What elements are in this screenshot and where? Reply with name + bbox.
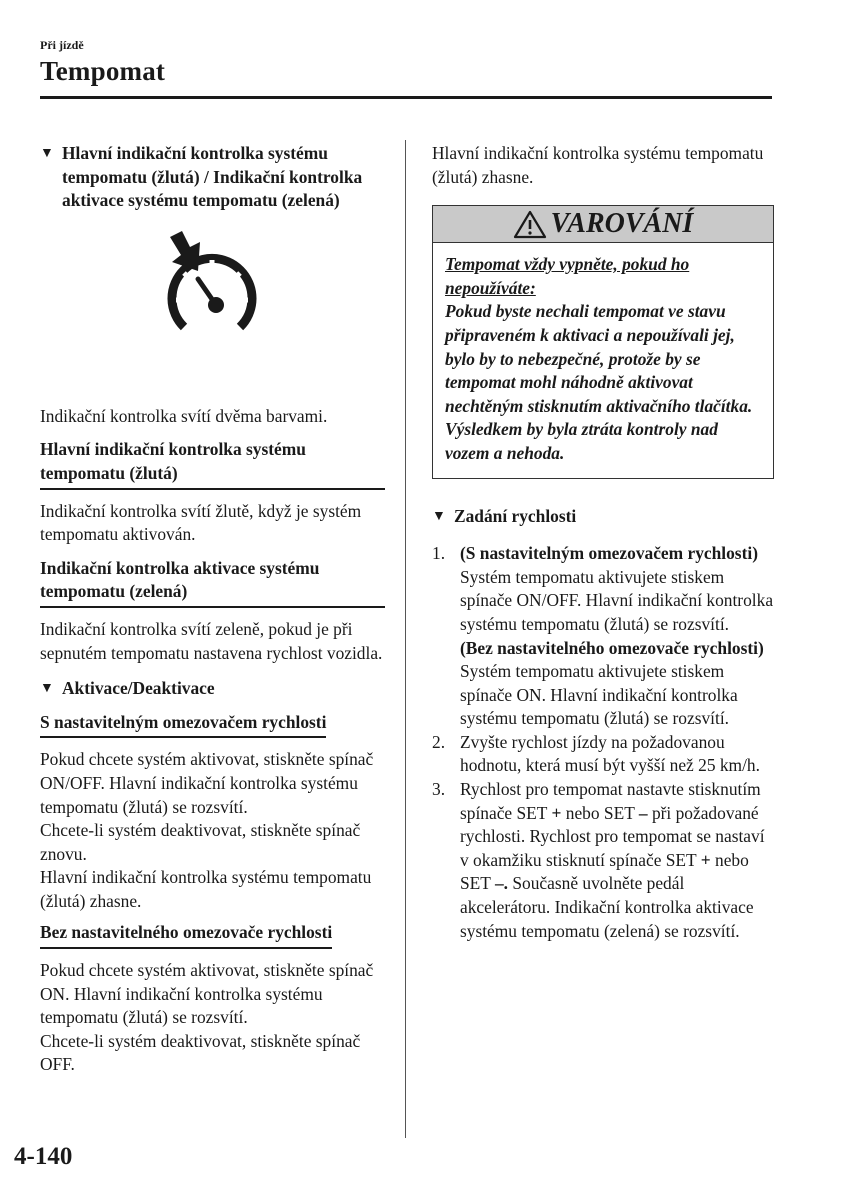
activation-heading-text: Aktivace/Deaktivace [62,678,215,699]
step-2-text: Zvyšte rychlost jízdy na požadovanou hodnotu, která musí být vyšší než 25 km/h. [460,731,760,776]
step-3-part-c: při požadované rychlosti. Rychlost pro tempomat se nastaví v okamžiku stisknutí spínače SET [460,802,765,870]
title-divider [40,96,772,99]
warning-triangle-icon [513,209,547,239]
warning-box [432,205,774,478]
indicator-heading [40,142,385,213]
list-item [432,778,777,943]
warning-header [433,206,773,243]
minus-symbol: –. [494,873,509,894]
subheading-activation-green: Indikační kontrolka aktivace systému tempomatu (zelená) [40,557,385,608]
without-limiter-text-1: Pokud chcete systém aktivovat, stiskněte spínač ON. Hlavní indikační kontrolka systému tempomatu (žlutá) se rozsvítí. [40,960,374,1028]
with-limiter-text-2: Chcete-li systém deaktivovat, stiskněte spínač znovu. [40,820,361,864]
indicator-heading-text: Hlavní indikační kontrolka systému tempomatu (žlutá) / Indikační kontrolka aktivace systému tempomatu (zelená) [62,143,363,211]
section-label: Při jízdě [40,38,84,52]
step-3-text [460,778,777,943]
step-number: 3. [432,779,446,800]
triangle-bullet-icon: ▼ [40,681,54,697]
subheading-with-limiter: S nastavitelným omezovačem rychlosti [40,711,326,739]
step-3-part-d: nebo SET [460,849,749,894]
yellow-text: Indikační kontrolka svítí žlutě, když je systém tempomatu aktivován. [40,500,362,545]
plus-symbol: + [700,849,711,870]
speed-heading [432,505,777,529]
speed-heading-text: Zadání rychlosti [454,505,577,526]
step-1-subheading-b: (Bez nastavitelného omezovače rychlosti) [460,637,764,658]
step-3-part-a: Rychlost pro tempomat nastavte stisknutím spínače SET [460,779,761,823]
list-item [432,542,777,731]
page-title: Tempomat [40,56,166,86]
with-limiter-text-3: Hlavní indikační kontrolka systému tempomatu (žlutá) zhasne. [40,867,372,911]
step-3-part-e: Současně uvolněte pedál akcelerátoru. Indikační kontrolka aktivace systému tempomatu (zelená) se rozsvítí. [460,873,754,941]
without-limiter-text-2: Chcete-li systém deaktivovat, stiskněte spínač OFF. [40,1030,361,1075]
cruise-control-icon-svg [162,229,262,341]
step-3-part-b: nebo SET [565,802,635,823]
step-number: 2. [432,731,446,752]
page-number: 4-140 [14,1143,73,1170]
cruise-control-icon [40,227,385,389]
activation-heading [40,677,385,701]
step-number: 1. [432,543,446,564]
subheading-main-yellow: Hlavní indikační kontrolka systému tempomatu (žlutá) [40,438,385,489]
warning-text: Pokud byste nechali tempomat ve stavu připraveném k aktivaci a nepoužívali jej, bylo by to nebezpečné, protože by se tempomat mohl náhodně aktivovat nechtěným stisknutím aktivačního tlačítka. Výsledkem by byla ztráta kontroly nad vozem a nehoda. [445,301,753,463]
continued-text: Hlavní indikační kontrolka systému tempomatu (žlutá) zhasne. [432,143,764,187]
with-limiter-text-1: Pokud chcete systém aktivovat, stiskněte spínač ON/OFF. Hlavní indikační kontrolka systému tempomatu (žlutá) se rozsvítí. [40,749,374,817]
subheading-without-limiter: Bez nastavitelného omezovače rychlosti [40,921,332,949]
speed-steps [432,542,777,943]
warning-lead: Tempomat vždy vypněte, pokud ho nepoužíváte: [445,254,690,298]
right-column [432,142,777,943]
step-1-text-a: Systém tempomatu aktivujete stiskem spínače ON/OFF. Hlavní indikační kontrolka systému tempomatu (žlutá) se rozsvítí. [460,566,774,634]
green-text: Indikační kontrolka svítí zeleně, pokud je při sepnutém tempomatu nastavena rychlost vozidla. [40,618,383,663]
triangle-bullet-icon: ▼ [432,508,446,524]
column-divider [405,140,406,1138]
left-column [40,142,385,1077]
plus-symbol: + [551,802,562,823]
list-item [432,731,777,778]
triangle-bullet-icon: ▼ [40,146,54,161]
step-1-subheading-a: (S nastavitelným omezovačem rychlosti) [460,543,758,564]
warning-body [433,243,773,477]
minus-symbol: – [638,802,648,823]
two-colors-text: Indikační kontrolka svítí dvěma barvami. [40,405,328,426]
warning-label: VAROVÁNÍ [550,208,694,240]
step-1-text-b: Systém tempomatu aktivujete stiskem spínače ON. Hlavní indikační kontrolka systému tempomatu (žlutá) se rozsvítí. [460,661,738,729]
